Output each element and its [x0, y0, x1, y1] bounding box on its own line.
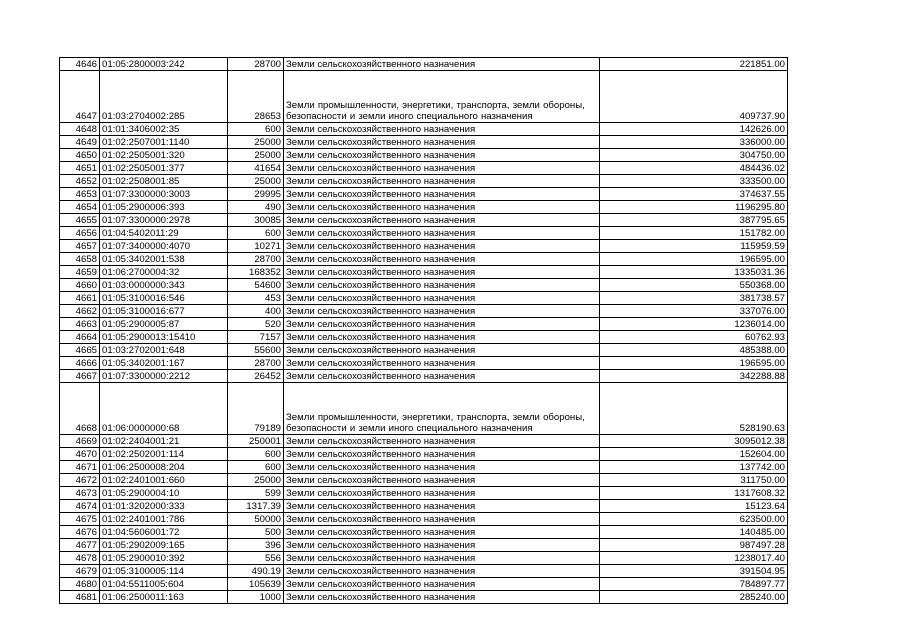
table-row — [60, 71, 788, 123]
plot-area-cell: 79189 — [228, 383, 284, 435]
table-row — [60, 474, 788, 487]
plot-area-cell: 600 — [228, 448, 284, 461]
table-row — [60, 539, 788, 552]
plot-area-cell: 500 — [228, 526, 284, 539]
cadastral-number-cell: 01:02:2404001:21 — [100, 435, 228, 448]
cadastral-value-cell: 342288.88 — [600, 370, 788, 383]
row-number-cell: 4669 — [60, 435, 100, 448]
cadastral-value-cell: 987497.28 — [600, 539, 788, 552]
table-row — [60, 448, 788, 461]
plot-area-cell: 28700 — [228, 253, 284, 266]
row-number-cell: 4680 — [60, 578, 100, 591]
cadastral-value-cell: 151782.00 — [600, 227, 788, 240]
table-row — [60, 487, 788, 500]
table-row — [60, 578, 788, 591]
cadastral-value-cell: 3095012.38 — [600, 435, 788, 448]
cadastral-value-cell: 391504.95 — [600, 565, 788, 578]
row-number-cell: 4663 — [60, 318, 100, 331]
land-plots-table — [59, 57, 788, 604]
cadastral-value-cell: 333500.00 — [600, 175, 788, 188]
plot-area-cell: 250001 — [228, 435, 284, 448]
cadastral-number-cell: 01:07:3400000:4070 — [100, 240, 228, 253]
cadastral-value-cell: 196595.00 — [600, 357, 788, 370]
table-row — [60, 383, 788, 435]
land-category-cell: Земли сельскохозяйственного назначения — [284, 578, 600, 591]
plot-area-cell: 396 — [228, 539, 284, 552]
table-row — [60, 565, 788, 578]
table-row — [60, 227, 788, 240]
land-category-cell: Земли сельскохозяйственного назначения — [284, 253, 600, 266]
table-row — [60, 188, 788, 201]
row-number-cell: 4658 — [60, 253, 100, 266]
table-row — [60, 279, 788, 292]
row-number-cell: 4662 — [60, 305, 100, 318]
table-row — [60, 591, 788, 604]
cadastral-value-cell: 1196295.80 — [600, 201, 788, 214]
row-number-cell: 4648 — [60, 123, 100, 136]
table-row — [60, 526, 788, 539]
row-number-cell: 4651 — [60, 162, 100, 175]
land-category-cell: Земли сельскохозяйственного назначения — [284, 240, 600, 253]
cadastral-number-cell: 01:05:3100005:114 — [100, 565, 228, 578]
row-number-cell: 4650 — [60, 149, 100, 162]
cadastral-value-cell: 1317608.32 — [600, 487, 788, 500]
cadastral-number-cell: 01:03:2702001:648 — [100, 344, 228, 357]
cadastral-value-cell: 484436.02 — [600, 162, 788, 175]
land-category-cell: Земли сельскохозяйственного назначения — [284, 227, 600, 240]
row-number-cell: 4671 — [60, 461, 100, 474]
cadastral-number-cell: 01:04:5606001:72 — [100, 526, 228, 539]
row-number-cell: 4673 — [60, 487, 100, 500]
cadastral-value-cell: 60762.93 — [600, 331, 788, 344]
plot-area-cell: 25000 — [228, 474, 284, 487]
table-row — [60, 123, 788, 136]
row-number-cell: 4676 — [60, 526, 100, 539]
cadastral-value-cell: 387795.65 — [600, 214, 788, 227]
table-row — [60, 331, 788, 344]
plot-area-cell: 520 — [228, 318, 284, 331]
cadastral-value-cell: 1335031.36 — [600, 266, 788, 279]
row-number-cell: 4649 — [60, 136, 100, 149]
table-row — [60, 253, 788, 266]
plot-area-cell: 54600 — [228, 279, 284, 292]
land-category-cell: Земли сельскохозяйственного назначения — [284, 318, 600, 331]
table-row — [60, 552, 788, 565]
table-row — [60, 435, 788, 448]
land-category-cell: Земли сельскохозяйственного назначения — [284, 591, 600, 604]
cadastral-value-cell: 142626.00 — [600, 123, 788, 136]
table-row — [60, 318, 788, 331]
cadastral-number-cell: 01:02:2401001:786 — [100, 513, 228, 526]
table-row — [60, 513, 788, 526]
cadastral-number-cell: 01:06:2500011:163 — [100, 591, 228, 604]
plot-area-cell: 1000 — [228, 591, 284, 604]
land-category-cell: Земли сельскохозяйственного назначения — [284, 266, 600, 279]
cadastral-value-cell: 1236014.00 — [600, 318, 788, 331]
land-category-cell: Земли сельскохозяйственного назначения — [284, 123, 600, 136]
table-row — [60, 149, 788, 162]
row-number-cell: 4659 — [60, 266, 100, 279]
cadastral-value-cell: 304750.00 — [600, 149, 788, 162]
plot-area-cell: 600 — [228, 123, 284, 136]
table-row — [60, 201, 788, 214]
land-category-cell: Земли сельскохозяйственного назначения — [284, 279, 600, 292]
land-category-cell: Земли сельскохозяйственного назначения — [284, 487, 600, 500]
plot-area-cell: 490.19 — [228, 565, 284, 578]
cadastral-number-cell: 01:05:2900004:10 — [100, 487, 228, 500]
row-number-cell: 4681 — [60, 591, 100, 604]
cadastral-number-cell: 01:07:3300000:2212 — [100, 370, 228, 383]
row-number-cell: 4653 — [60, 188, 100, 201]
land-category-cell: Земли сельскохозяйственного назначения — [284, 461, 600, 474]
land-category-cell: Земли сельскохозяйственного назначения — [284, 344, 600, 357]
table-row — [60, 214, 788, 227]
land-category-cell: Земли сельскохозяйственного назначения — [284, 292, 600, 305]
cadastral-value-cell: 381738.57 — [600, 292, 788, 305]
row-number-cell: 4654 — [60, 201, 100, 214]
land-category-cell: Земли сельскохозяйственного назначения — [284, 435, 600, 448]
cadastral-number-cell: 01:06:2700004:32 — [100, 266, 228, 279]
plot-area-cell: 453 — [228, 292, 284, 305]
row-number-cell: 4668 — [60, 383, 100, 435]
cadastral-number-cell: 01:05:2800003:242 — [100, 58, 228, 71]
row-number-cell: 4655 — [60, 214, 100, 227]
cadastral-number-cell: 01:05:3100016:546 — [100, 292, 228, 305]
row-number-cell: 4667 — [60, 370, 100, 383]
cadastral-number-cell: 01:03:2704002:285 — [100, 71, 228, 123]
land-category-cell: Земли сельскохозяйственного назначения — [284, 526, 600, 539]
row-number-cell: 4666 — [60, 357, 100, 370]
land-category-cell: Земли сельскохозяйственного назначения — [284, 513, 600, 526]
land-category-cell: Земли сельскохозяйственного назначения — [284, 201, 600, 214]
cadastral-number-cell: 01:05:2900010:392 — [100, 552, 228, 565]
land-category-cell: Земли сельскохозяйственного назначения — [284, 305, 600, 318]
land-category-cell: Земли промышленности, энергетики, транспорта, земли обороны, безопасности и земли иного специального назначения — [284, 71, 600, 123]
table-row — [60, 344, 788, 357]
plot-area-cell: 10271 — [228, 240, 284, 253]
cadastral-number-cell: 01:07:3300000:3003 — [100, 188, 228, 201]
plot-area-cell: 7157 — [228, 331, 284, 344]
plot-area-cell: 55600 — [228, 344, 284, 357]
table-row — [60, 58, 788, 71]
cadastral-number-cell: 01:02:2505001:377 — [100, 162, 228, 175]
row-number-cell: 4652 — [60, 175, 100, 188]
table-row — [60, 240, 788, 253]
row-number-cell: 4675 — [60, 513, 100, 526]
row-number-cell: 4677 — [60, 539, 100, 552]
table-row — [60, 500, 788, 513]
cadastral-value-cell: 485388.00 — [600, 344, 788, 357]
table-row — [60, 370, 788, 383]
land-category-cell: Земли сельскохозяйственного назначения — [284, 188, 600, 201]
cadastral-number-cell: 01:05:3402001:167 — [100, 357, 228, 370]
cadastral-value-cell: 528190.63 — [600, 383, 788, 435]
row-number-cell: 4664 — [60, 331, 100, 344]
table-row — [60, 162, 788, 175]
cadastral-number-cell: 01:02:2507001:1140 — [100, 136, 228, 149]
plot-area-cell: 25000 — [228, 175, 284, 188]
cadastral-value-cell: 196595.00 — [600, 253, 788, 266]
land-category-cell: Земли сельскохозяйственного назначения — [284, 149, 600, 162]
row-number-cell: 4670 — [60, 448, 100, 461]
cadastral-value-cell: 623500.00 — [600, 513, 788, 526]
plot-area-cell: 1317.39 — [228, 500, 284, 513]
cadastral-number-cell: 01:02:2401001:660 — [100, 474, 228, 487]
plot-area-cell: 41654 — [228, 162, 284, 175]
land-category-cell: Земли сельскохозяйственного назначения — [284, 500, 600, 513]
cadastral-number-cell: 01:01:3202000:333 — [100, 500, 228, 513]
plot-area-cell: 50000 — [228, 513, 284, 526]
land-category-cell: Земли сельскохозяйственного назначения — [284, 448, 600, 461]
plot-area-cell: 28700 — [228, 357, 284, 370]
cadastral-number-cell: 01:07:3300000:2978 — [100, 214, 228, 227]
table-row — [60, 136, 788, 149]
plot-area-cell: 30085 — [228, 214, 284, 227]
cadastral-number-cell: 01:05:2900006:393 — [100, 201, 228, 214]
cadastral-value-cell: 337076.00 — [600, 305, 788, 318]
cadastral-number-cell: 01:05:3402001:538 — [100, 253, 228, 266]
plot-area-cell: 28653 — [228, 71, 284, 123]
cadastral-value-cell: 784897.77 — [600, 578, 788, 591]
table-row — [60, 461, 788, 474]
land-category-cell: Земли сельскохозяйственного назначения — [284, 175, 600, 188]
cadastral-number-cell: 01:02:2508001:85 — [100, 175, 228, 188]
plot-area-cell: 29995 — [228, 188, 284, 201]
land-category-cell: Земли сельскохозяйственного назначения — [284, 214, 600, 227]
table-row — [60, 292, 788, 305]
plot-area-cell: 490 — [228, 201, 284, 214]
cadastral-value-cell: 152604.00 — [600, 448, 788, 461]
row-number-cell: 4661 — [60, 292, 100, 305]
row-number-cell: 4678 — [60, 552, 100, 565]
land-category-cell: Земли сельскохозяйственного назначения — [284, 136, 600, 149]
cadastral-value-cell: 15123.64 — [600, 500, 788, 513]
cadastral-value-cell: 137742.00 — [600, 461, 788, 474]
cadastral-value-cell: 1238017.40 — [600, 552, 788, 565]
row-number-cell: 4656 — [60, 227, 100, 240]
row-number-cell: 4657 — [60, 240, 100, 253]
row-number-cell: 4660 — [60, 279, 100, 292]
plot-area-cell: 25000 — [228, 149, 284, 162]
cadastral-value-cell: 374637.55 — [600, 188, 788, 201]
plot-area-cell: 556 — [228, 552, 284, 565]
plot-area-cell: 600 — [228, 227, 284, 240]
land-category-cell: Земли сельскохозяйственного назначения — [284, 58, 600, 71]
land-category-cell: Земли сельскохозяйственного назначения — [284, 552, 600, 565]
row-number-cell: 4646 — [60, 58, 100, 71]
cadastral-value-cell: 409737.90 — [600, 71, 788, 123]
land-category-cell: Земли сельскохозяйственного назначения — [284, 565, 600, 578]
cadastral-number-cell: 01:01:3406002:35 — [100, 123, 228, 136]
plot-area-cell: 105639 — [228, 578, 284, 591]
cadastral-number-cell: 01:03:0000000:343 — [100, 279, 228, 292]
land-category-cell: Земли сельскохозяйственного назначения — [284, 357, 600, 370]
land-category-cell: Земли сельскохозяйственного назначения — [284, 539, 600, 552]
land-category-cell: Земли сельскохозяйственного назначения — [284, 474, 600, 487]
plot-area-cell: 25000 — [228, 136, 284, 149]
cadastral-value-cell: 336000.00 — [600, 136, 788, 149]
cadastral-number-cell: 01:02:2505001:320 — [100, 149, 228, 162]
cadastral-value-cell: 115959.59 — [600, 240, 788, 253]
land-category-cell: Земли сельскохозяйственного назначения — [284, 370, 600, 383]
row-number-cell: 4672 — [60, 474, 100, 487]
table-body — [60, 58, 788, 604]
cadastral-number-cell: 01:04:5402011:29 — [100, 227, 228, 240]
table-row — [60, 175, 788, 188]
cadastral-value-cell: 311750.00 — [600, 474, 788, 487]
cadastral-number-cell: 01:05:3100016:677 — [100, 305, 228, 318]
table-row — [60, 305, 788, 318]
land-category-cell: Земли сельскохозяйственного назначения — [284, 162, 600, 175]
land-category-cell: Земли сельскохозяйственного назначения — [284, 331, 600, 344]
cadastral-number-cell: 01:05:2900005:87 — [100, 318, 228, 331]
row-number-cell: 4665 — [60, 344, 100, 357]
cadastral-number-cell: 01:05:2900013:15410 — [100, 331, 228, 344]
table-row — [60, 266, 788, 279]
cadastral-value-cell: 221851.00 — [600, 58, 788, 71]
cadastral-number-cell: 01:06:0000000:68 — [100, 383, 228, 435]
cadastral-value-cell: 550368.00 — [600, 279, 788, 292]
plot-area-cell: 600 — [228, 461, 284, 474]
plot-area-cell: 26452 — [228, 370, 284, 383]
row-number-cell: 4679 — [60, 565, 100, 578]
plot-area-cell: 599 — [228, 487, 284, 500]
row-number-cell: 4647 — [60, 71, 100, 123]
plot-area-cell: 400 — [228, 305, 284, 318]
table-row — [60, 357, 788, 370]
land-category-cell: Земли промышленности, энергетики, транспорта, земли обороны, безопасности и земли иного специального назначения — [284, 383, 600, 435]
cadastral-number-cell: 01:05:2902009:165 — [100, 539, 228, 552]
cadastral-number-cell: 01:02:2502001:114 — [100, 448, 228, 461]
cadastral-number-cell: 01:06:2500008:204 — [100, 461, 228, 474]
plot-area-cell: 28700 — [228, 58, 284, 71]
cadastral-value-cell: 140485.00 — [600, 526, 788, 539]
cadastral-number-cell: 01:04:5511005:604 — [100, 578, 228, 591]
cadastral-value-cell: 285240.00 — [600, 591, 788, 604]
row-number-cell: 4674 — [60, 500, 100, 513]
plot-area-cell: 168352 — [228, 266, 284, 279]
